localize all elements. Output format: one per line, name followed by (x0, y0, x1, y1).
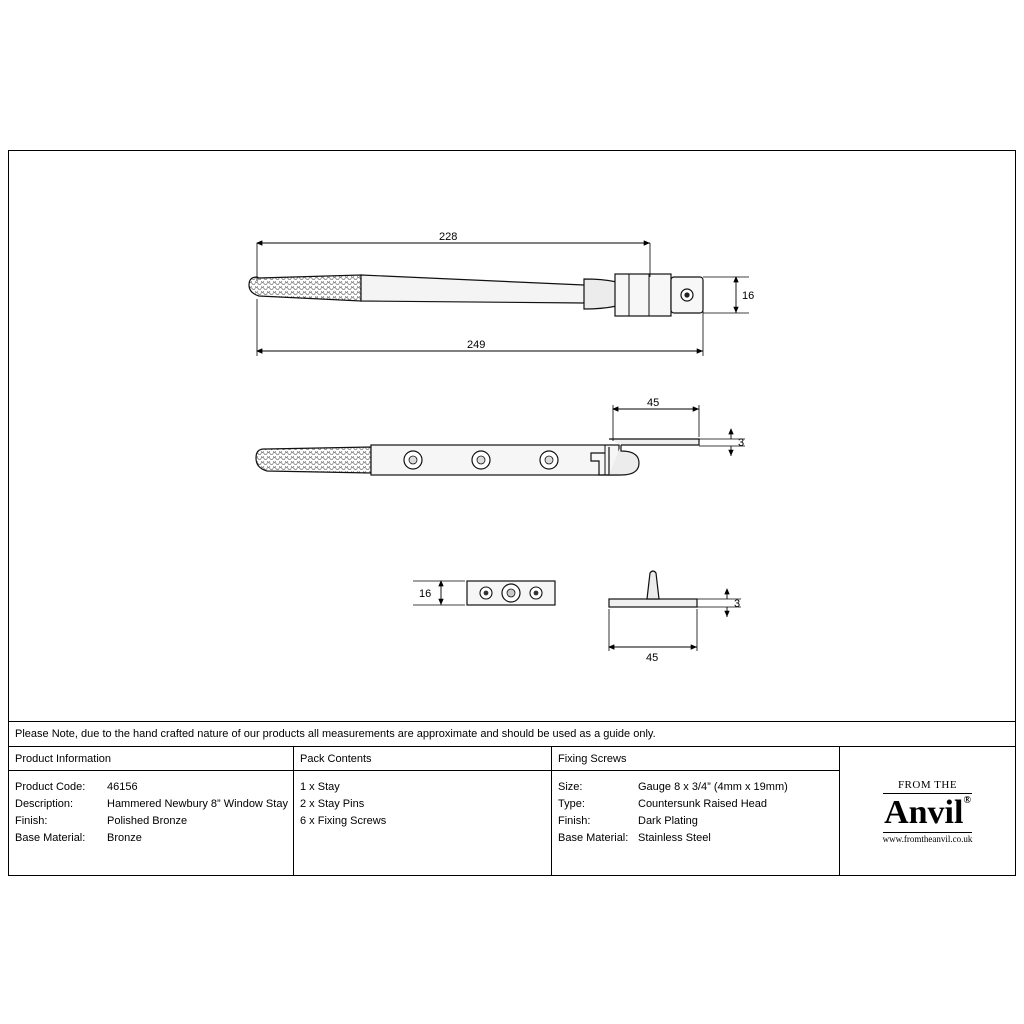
view-pin-plate-plan (413, 581, 555, 605)
brand-logo (840, 747, 1015, 876)
dim-16-plate: 16 (419, 588, 432, 600)
screw-type-value: Countersunk Raised Head (638, 798, 768, 810)
logo-divider (883, 832, 973, 833)
fixing-screws-body (552, 771, 839, 847)
view-top-plan (249, 231, 754, 356)
table-row (558, 796, 839, 813)
product-code-value: 46156 (107, 781, 138, 793)
view-side-elevation (256, 397, 745, 475)
dim-16-top: 16 (742, 290, 755, 302)
table-row (15, 830, 293, 847)
screw-size-value: Gauge 8 x 3/4” (4mm x 19mm) (638, 781, 788, 793)
logo-url-text: www.fromtheanvil.co.uk (882, 833, 973, 844)
finish-label: Finish: (15, 815, 48, 827)
product-information-header: Product Information (9, 747, 293, 771)
screw-type-label: Type: (558, 798, 585, 810)
logo-top-text: FROM THE (897, 778, 958, 791)
screw-base-material-label: Base Material: (558, 832, 629, 844)
table-row (15, 796, 293, 813)
dim-249: 249 (467, 339, 486, 351)
dim-3-plate: 3 (734, 598, 741, 610)
pack-contents-header: Pack Contents (294, 747, 551, 771)
registered-trademark-icon: ® (963, 794, 971, 806)
view-pin-plate-elevation (609, 571, 741, 664)
pack-contents-body (294, 771, 551, 830)
logo-word: Anvil (884, 793, 964, 831)
product-information-column (9, 747, 294, 876)
screw-base-material-value: Stainless Steel (638, 832, 711, 844)
pack-contents-column (294, 747, 552, 876)
product-information-body (9, 771, 293, 847)
description-value: Hammered Newbury 8” Window Stay (107, 798, 288, 810)
screw-finish-value: Dark Plating (638, 815, 698, 827)
base-material-value: Bronze (107, 832, 142, 844)
screw-finish-label: Finish: (558, 815, 591, 827)
dim-228: 228 (439, 231, 458, 243)
logo-wrap (883, 780, 973, 844)
dim-45-side: 45 (647, 397, 660, 409)
drawing-sheet (8, 150, 1016, 876)
base-material-label: Base Material: (15, 832, 86, 844)
description-label: Description: (15, 798, 74, 810)
list-item: 1 x Stay (300, 781, 340, 793)
technical-drawing-svg (9, 151, 1015, 721)
fixing-screws-header: Fixing Screws (552, 747, 839, 771)
table-row (558, 779, 839, 796)
table-row (15, 813, 293, 830)
screw-size-label: Size: (558, 781, 583, 793)
measurement-note-text: Please Note, due to the hand crafted nature of our products all measurements are approximate and should be used as a guide only. (15, 728, 656, 740)
finish-value: Polished Bronze (107, 815, 188, 827)
table-row (558, 830, 839, 847)
technical-drawing-area (9, 151, 1015, 721)
logo-main-text (883, 793, 973, 831)
info-tables (9, 747, 1015, 876)
fixing-screws-column (552, 747, 840, 876)
table-row (558, 813, 839, 830)
list-item: 2 x Stay Pins (300, 798, 365, 810)
measurement-note (9, 721, 1015, 747)
product-code-label: Product Code: (15, 781, 86, 793)
dim-3-side: 3 (738, 437, 745, 449)
list-item: 6 x Fixing Screws (300, 815, 387, 827)
table-row (15, 779, 293, 796)
dim-45-plate: 45 (646, 652, 659, 664)
